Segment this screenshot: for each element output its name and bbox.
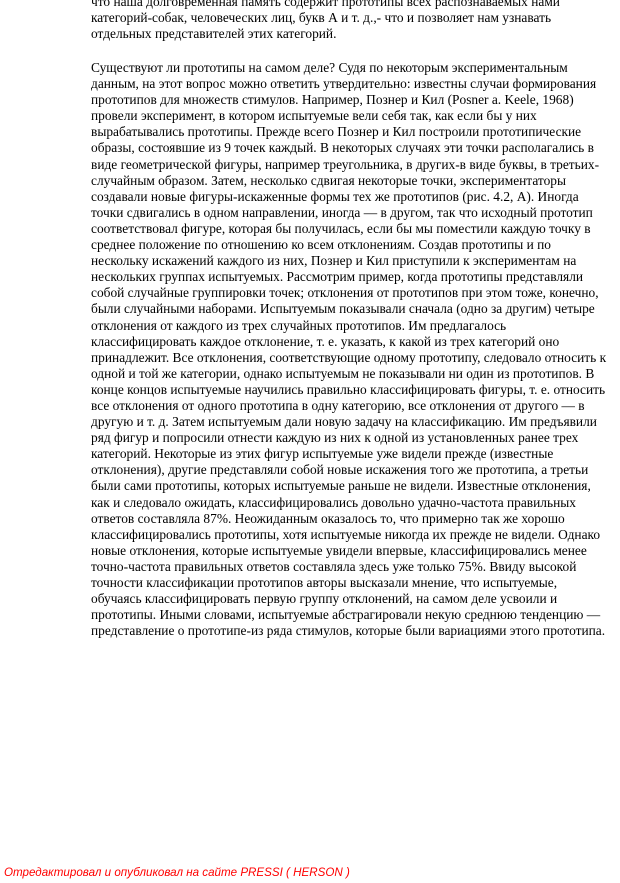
publisher-credit: Отредактировал и опубликовал на сайте PRESSI ( HERSON ) [4, 866, 350, 879]
text-line: среднее положение по отношению ко всем отклонениям. Создав прототипы и по [91, 237, 551, 253]
text-line: нескольку искажений каждого из них, Познер и Кил приступили к экспериментам на [91, 253, 577, 269]
paragraph-2 [91, 60, 606, 639]
text-line: были сами прототипы, которых испытуемые раньше не видели. Известные отклонения, [91, 478, 591, 494]
text-line: все отклонения от одного прототипа в одну категорию, все отклонения от другого — в [91, 397, 585, 413]
text-line: другую и т. д. Затем испытуемым дали новую задачу на классификацию. Им предъявили [91, 414, 597, 430]
text-line: создавали новые фигуры-искаженные формы тех же прототипов (рис. 4.2, А). Иногда [91, 188, 579, 204]
paragraph-text [91, 0, 606, 42]
text-line: прототипы. Иными словами, испытуемые абстрагировали некую среднюю тенденцию — [91, 607, 601, 623]
paragraph-text [91, 60, 606, 639]
text-line: точки сдвигались в одном направлении, иногда — в другом, так что исходный прототип [91, 204, 593, 220]
text-line: обучаясь классифицировать первую группу отклонений, на самом деле усвоили и [91, 591, 558, 607]
text-line: данным, на этот вопрос можно ответить утвердительно: известны случаи формирования [91, 76, 597, 92]
text-line: провели эксперимент, в котором испытуемые вели себя так, как если бы у них [91, 108, 537, 124]
text-line: виде геометрической фигуры, например треугольника, в других-в виде буквы, в третьих- [91, 156, 600, 172]
text-line: классифицировались прототипы, хотя испытуемые никогда их прежде не видели. Однако [91, 526, 601, 542]
text-line: представление о прототипе-из ряда стимулов, которые были вариациями этого прототипа. [91, 623, 606, 639]
text-line: принадлежит. Все отклонения, соответствующие одному прототипу, следовало относить к [91, 349, 607, 365]
text-line: классифицировать каждое отклонение, т. е. указать, к какой из трех категорий оно [91, 333, 560, 349]
text-line: одной и той же категории, однако испытуемым не показывали ни один из прототипов. В [91, 365, 595, 381]
text-line: ответов составляла 87%. Неожиданным оказалось то, что примерно так же хорошо [91, 510, 565, 526]
text-line: отклонения), другие представляли собой новые искажения того же прототипа, а третьи [91, 462, 589, 478]
text-line: были случайными наборами. Испытуемым показывали сначала (одно за другим) четыре [91, 301, 595, 317]
text-line: точности классификации прототипов авторы высказали мнение, что испытуемые, [91, 575, 558, 590]
text-line: собой случайные группировки точек; отклонения от прототипов при этом тоже, конечно, [91, 285, 599, 301]
text-line: категорий. Некоторые из этих фигур испытуемые уже видели прежде (известные [91, 446, 554, 462]
text-line: новые отклонения, которые испытуемые увидели впервые, классифицировались менее [91, 542, 587, 558]
text-line: отдельных представителей этих категорий. [91, 26, 337, 42]
text-line: как и следовало ожидать, классифицировались довольно удачно-частота правильных [91, 494, 576, 510]
text-line: прототипов для множеств стимулов. Например, Познер и Кил (Posner a. Keele, 1968) [91, 92, 574, 108]
text-line: конце концов испытуемые научились правильно классифицировать фигуры, т. е. относить [91, 381, 606, 397]
text-line: вырабатывались прототипы. Прежде всего Познер и Кил построили прототипические [91, 124, 582, 140]
text-line: точно-частота правильных ответов составляла здесь уже только 75%. Ввиду высокой [91, 558, 577, 574]
text-line: соответствовал фигуре, которая бы получилась, если бы мы поместили каждую точку в [91, 220, 591, 236]
text-line: Существуют ли прототипы на самом деле? Судя по некоторым экспериментальным [91, 60, 568, 75]
text-line: нескольких группах испытуемых. Рассмотрим пример, когда прототипы представляли [91, 269, 584, 285]
text-line: что наша долговременная память содержит прототипы всех распознаваемых нами [91, 0, 560, 9]
text-line: ряд фигур и попросили отнести каждую из них к одной из установленных ранее трех [91, 430, 579, 446]
text-line: образы, состоявшие из 9 точек каждый. В некоторых случаях эти точки располагались в [91, 140, 594, 156]
text-line: отклонения от каждого из трех случайных прототипов. Им предлагалось [91, 317, 507, 333]
text-line: случайным образом. Затем, несколько сдвигая некоторые точки, экспериментаторы [91, 172, 566, 188]
paragraph-1 [91, 0, 606, 42]
text-line: категорий-собак, человеческих лиц, букв А и т. д.,- что и позволяет нам узнавать [91, 10, 552, 26]
